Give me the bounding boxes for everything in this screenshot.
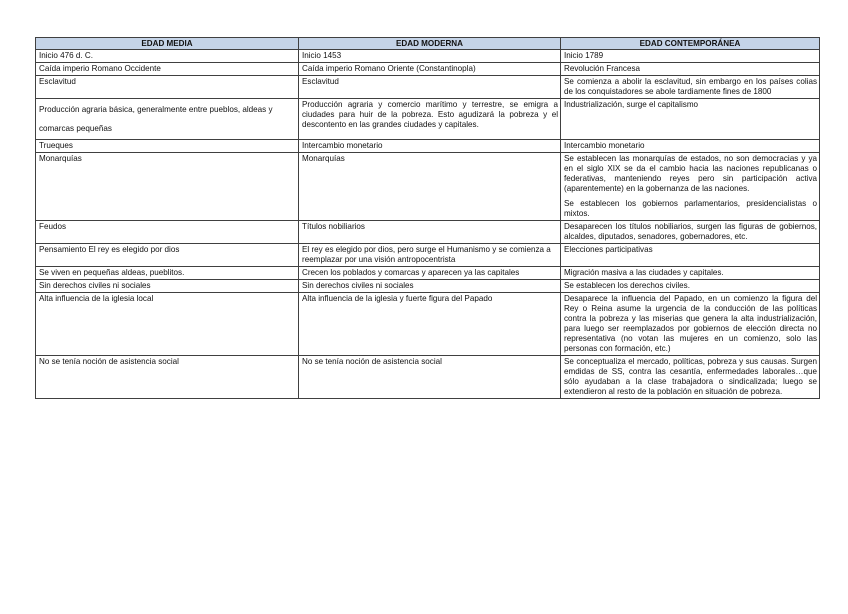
cell-moderna: Alta influencia de la iglesia y fuerte figura del Papado — [299, 293, 561, 356]
cell-moderna: Esclavitud — [299, 76, 561, 99]
cell-moderna: Crecen los poblados y comarcas y aparecen ya las capitales — [299, 267, 561, 280]
table-row — [36, 99, 820, 140]
table-row — [36, 356, 820, 399]
header-edad-media: EDAD MEDIA — [36, 38, 299, 50]
cell-media: No se tenía noción de asistencia social — [36, 356, 299, 399]
header-edad-moderna: EDAD MODERNA — [299, 38, 561, 50]
comparison-table — [35, 37, 820, 399]
cell-media: Alta influencia de la iglesia local — [36, 293, 299, 356]
header-row — [36, 38, 820, 50]
cell-moderna: El rey es elegido por dios, pero surge el Humanismo y se comienza a reemplazar por una visión antropocentrista — [299, 244, 561, 267]
table-row — [36, 50, 820, 63]
cell-media: Se viven en pequeñas aldeas, pueblitos. — [36, 267, 299, 280]
cell-media: Pensamiento El rey es elegido por dios — [36, 244, 299, 267]
cell-contemporanea: Se comienza a abolir la esclavitud, sin embargo en los países colias de los conquistadores se abole tardiamente fines de 1800 — [561, 76, 820, 99]
cell-moderna: Caída imperio Romano Oriente (Constantinopla) — [299, 63, 561, 76]
table-row — [36, 153, 820, 221]
table-row — [36, 140, 820, 153]
paragraph: Se establecen las monarquías de estados, no son democracias y ya en el siglo XIX se da el cambio hacia las naciones republicanas o federativas, manteniendo reyes pero sin participación activa (aparentemente) en la gobernanza de las naciones. — [564, 154, 817, 193]
cell-contemporanea: Se conceptualiza el mercado, políticas, pobreza y sus causas. Surgen emdidas de SS, contra las cesantía, enfermedades laborales…que sólo ayudaban a la clase trabajadora o sindicalizada; luego se extendieron al resto de la población en situación de pobreza. — [561, 356, 820, 399]
cell-media: Inicio 476 d. C. — [36, 50, 299, 63]
table-row — [36, 244, 820, 267]
cell-moderna: Inicio 1453 — [299, 50, 561, 63]
cell-contemporanea: Migración masiva a las ciudades y capitales. — [561, 267, 820, 280]
cell-contemporanea: Intercambio monetario — [561, 140, 820, 153]
cell-contemporanea: Desaparece la influencia del Papado, en un comienzo la figura del Rey o Reina asume la urgencia de la conducción de las políticas contra la pobreza y las miserias que genera la alta industrialización, para luego ser reemplazados por gobiernos de elección directa no representativa (no votan las mujeres en un comienzo, solo las personas con formación, etc.) — [561, 293, 820, 356]
cell-contemporanea: Elecciones participativas — [561, 244, 820, 267]
table-row — [36, 63, 820, 76]
cell-media: Producción agraria básica, generalmente entre pueblos, aldeas y comarcas pequeñas — [36, 99, 299, 140]
cell-media: Sin derechos civiles ni sociales — [36, 280, 299, 293]
header-edad-contemporanea: EDAD CONTEMPORÁNEA — [561, 38, 820, 50]
cell-contemporanea: Inicio 1789 — [561, 50, 820, 63]
table-row — [36, 293, 820, 356]
cell-media: Feudos — [36, 221, 299, 244]
cell-moderna: No se tenía noción de asistencia social — [299, 356, 561, 399]
cell-media: Trueques — [36, 140, 299, 153]
table-row — [36, 280, 820, 293]
cell-media: Caída imperio Romano Occidente — [36, 63, 299, 76]
cell-contemporanea: Se establecen los derechos civiles. — [561, 280, 820, 293]
table-row — [36, 267, 820, 280]
cell-media: Monarquías — [36, 153, 299, 221]
cell-media: Esclavitud — [36, 76, 299, 99]
cell-moderna: Intercambio monetario — [299, 140, 561, 153]
cell-moderna: Producción agraria y comercio marítimo y terrestre, se emigra a ciudades para huir de la pobreza. Esto agudizará la pobreza y el descontento en las grandes ciudades y capitales. — [299, 99, 561, 140]
cell-contemporanea: Revolución Francesa — [561, 63, 820, 76]
cell-contemporanea: Desaparecen los títulos nobiliarios, surgen las figuras de gobiernos, alcaldes, diputados, senadores, gobernadores, etc. — [561, 221, 820, 244]
cell-moderna: Sin derechos civiles ni sociales — [299, 280, 561, 293]
table-row — [36, 76, 820, 99]
cell-contemporanea — [561, 153, 820, 221]
cell-moderna: Monarquías — [299, 153, 561, 221]
cell-moderna: Títulos nobiliarios — [299, 221, 561, 244]
cell-contemporanea: Industrialización, surge el capitalismo — [561, 99, 820, 140]
paragraph: Se establecen los gobiernos parlamentarios, presidencialistas o mixtos. — [564, 199, 817, 218]
table-row — [36, 221, 820, 244]
